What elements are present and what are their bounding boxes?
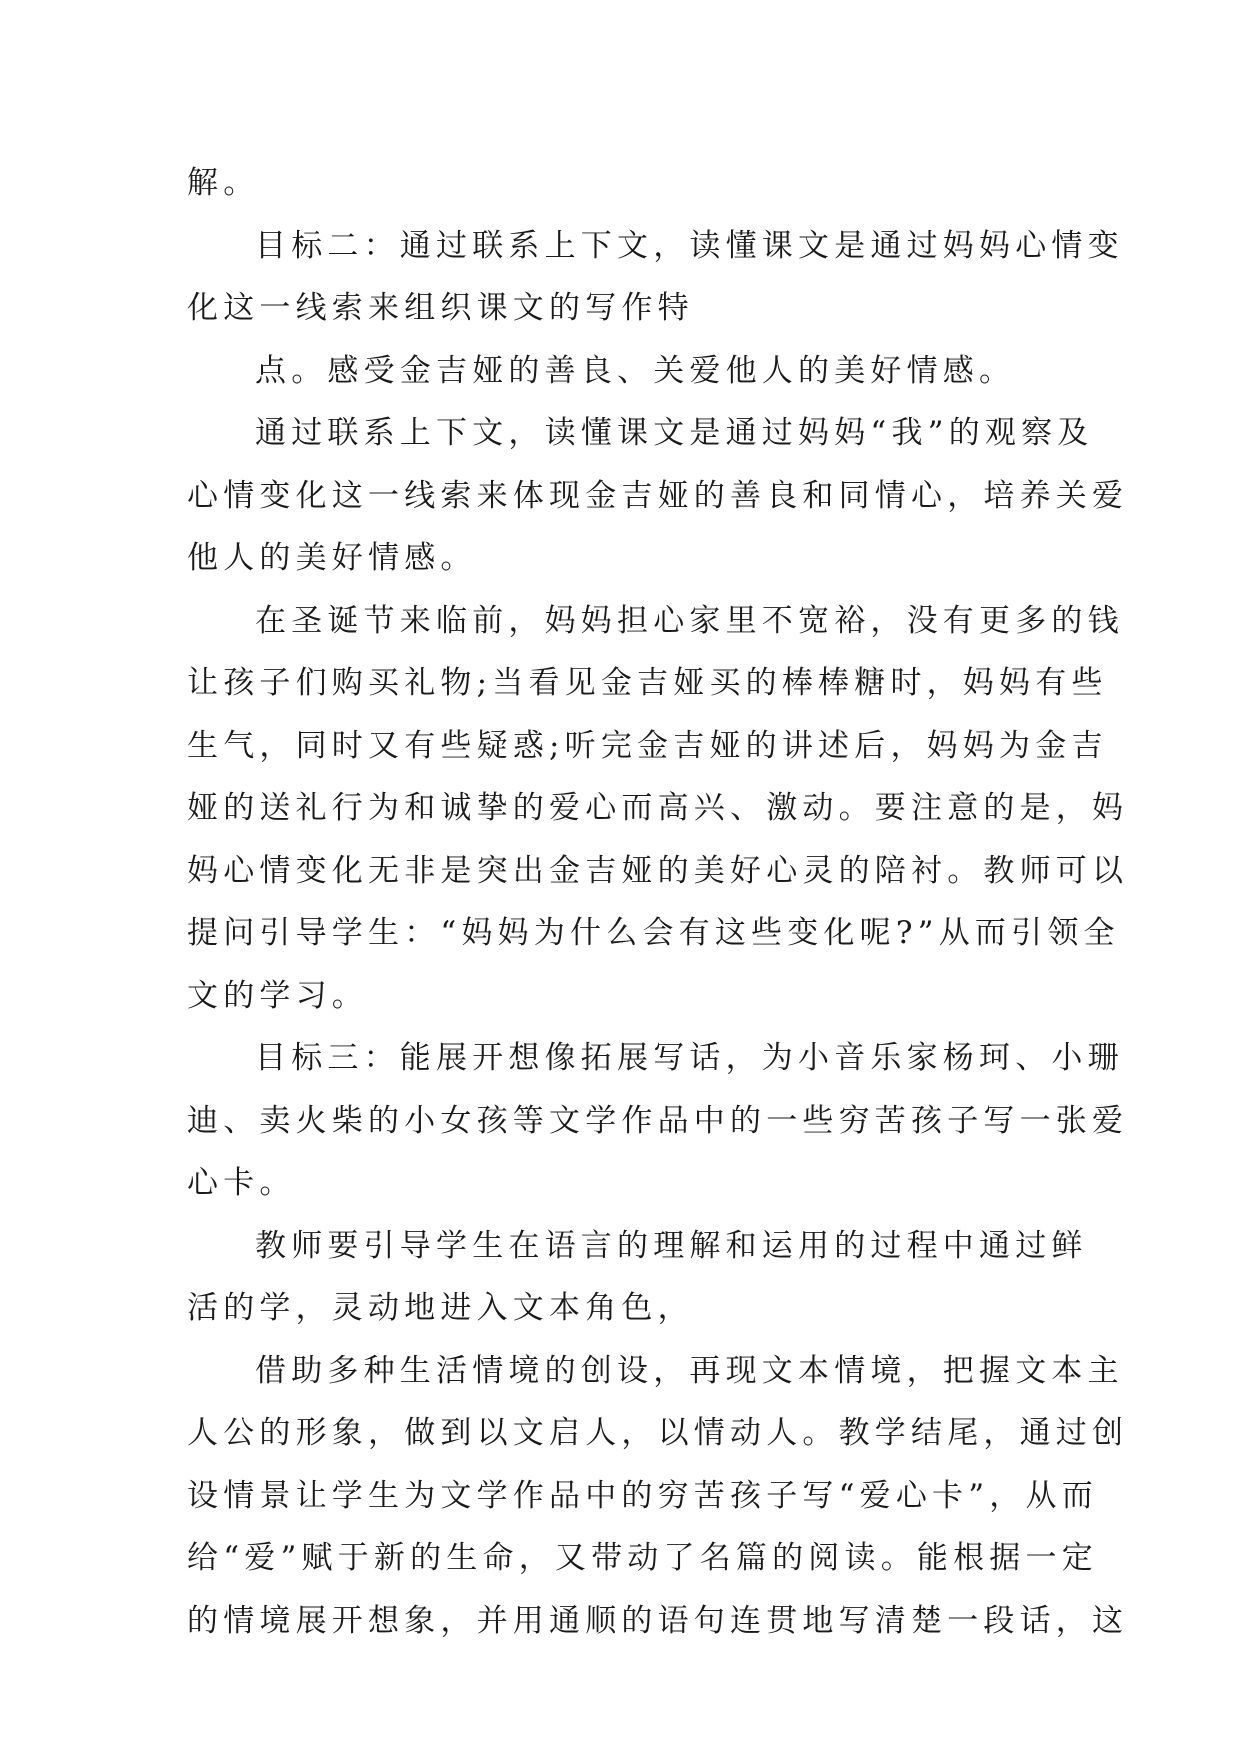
text-line-24: 的情境展开想象，并用通顺的语句连贯地写清楚一段话，这 — [187, 1602, 1129, 1639]
text-line-20: 借助多种生活情境的创设，再现文本情境，把握文本主 — [255, 1352, 1124, 1389]
text-line-22: 设情景让学生为文学作品中的穷苦孩子写“爱心卡”，从而 — [187, 1477, 1098, 1514]
text-line-9: 让孩子们购买礼物;当看见金吉娅买的棒棒糖时，妈妈有些 — [187, 665, 1108, 701]
text-line-7: 他人的美好情感。 — [187, 540, 477, 576]
text-line-1: 解。 — [187, 165, 260, 201]
text-line-11: 娅的送礼行为和诚挚的爱心而高兴、激动。要注意的是，妈 — [187, 790, 1129, 826]
text-line-4: 点。感受金吉娅的善良、关爱他人的美好情感。 — [255, 352, 1016, 389]
document-body — [187, 152, 1129, 1652]
text-line-10: 生气，同时又有些疑惑;听完金吉娅的讲述后，妈妈为金吉 — [187, 727, 1108, 764]
text-line-18: 教师要引导学生在语言的理解和运用的过程中通过鲜 — [255, 1227, 1088, 1264]
text-line-6: 心情变化这一线索来体现金吉娅的善良和同情心，培养关爱 — [187, 477, 1129, 514]
text-line-21: 人公的形象，做到以文启人，以情动人。教学结尾，通过创 — [187, 1415, 1129, 1451]
text-line-5: 通过联系上下文，读懂课文是通过妈妈“我”的观察及 — [255, 415, 1094, 451]
text-line-2: 目标二：通过联系上下文，读懂课文是通过妈妈心情变 — [255, 227, 1124, 264]
text-line-23: 给“爱”赋于新的生命，又带动了名篇的阅读。能根据一定 — [187, 1540, 1098, 1576]
text-line-12: 妈心情变化无非是突出金吉娅的美好心灵的陪衬。教师可以 — [187, 852, 1129, 889]
text-line-3: 化这一线索来组织课文的写作特 — [187, 290, 694, 326]
text-line-17: 心卡。 — [187, 1165, 296, 1201]
text-line-8: 在圣诞节来临前，妈妈担心家里不宽裕，没有更多的钱 — [255, 602, 1124, 639]
text-line-16: 迪、卖火柴的小女孩等文学作品中的一些穷苦孩子写一张爱 — [187, 1102, 1129, 1139]
text-line-13: 提问引导学生：“妈妈为什么会有这些变化呢?”从而引领全 — [187, 915, 1120, 951]
text-line-19: 活的学，灵动地进入文本角色， — [187, 1290, 694, 1326]
text-line-15: 目标三：能展开想像拓展写话，为小音乐家杨珂、小珊 — [255, 1040, 1124, 1076]
text-line-14: 文的学习。 — [187, 977, 368, 1014]
